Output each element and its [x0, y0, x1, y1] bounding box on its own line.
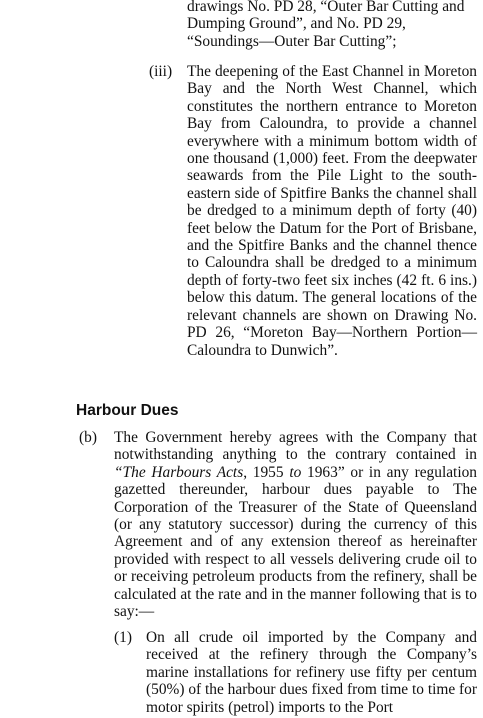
- clause-1-text: On all crude oil imported by the Company and received at the refinery through the Company’s marine installations for refinery use fifty per centum (50%) of the harbour dues fixed from time to time for motor spirits (petrol) imports to the Port: [146, 629, 477, 716]
- clause-b-text: [114, 429, 477, 620]
- clause-ii-line-3: “Soundings—Outer Bar Cutting”;: [187, 32, 397, 50]
- section-heading: Harbour Dues: [76, 402, 179, 419]
- clause-b-marker: (b): [79, 429, 97, 446]
- clause-iii-text: The deepening of the East Channel in Moreton Bay and the North West Channel, which constitutes the northern entrance to Moreton Bay from Caloundra, to provide a channel everywhere with a minimum bottom width of one thousand (1,000) feet. From the deepwater seawards from the Pile Light to the south-eastern side of Spitfire Banks the channel shall be dredged to a minimum depth of forty (40) feet below the Datum for the Port of Brisbane, and the Spitfire Banks and the channel thence to Caloundra shall be dredged to a minimum depth of forty-two feet six inches (42 ft. 6 ins.) below this datum. The general locations of the relevant channels are shown on Drawing No. PD 26, “Moreton Bay—Northern Portion—Caloundra to Dunwich”.: [187, 63, 477, 359]
- clause-ii-line-2: Dumping Ground”, and No. PD 29,: [187, 15, 406, 33]
- clause-b-act-to: to: [289, 463, 302, 481]
- clause-b-act-title: “The Harbours Acts: [114, 463, 244, 481]
- clause-b-text-part-3: 1963” or in any regulation gazetted thereunder, harbour dues payable to The Corporation of the Treasurer of the State of Queensland (or any statutory successor) during the currency of this Agreement and of any extension thereof as hereinafter provided with respect to all vessels delivering crude oil to or receiving petroleum products from the refinery, shall be calculated at the rate and in the manner following that is to say:—: [114, 463, 477, 621]
- clause-ii-continuation: [187, 0, 477, 50]
- clause-1-marker: (1): [114, 629, 132, 646]
- clause-ii-line-1: drawings No. PD 28, “Outer Bar Cutting and: [187, 0, 465, 15]
- clause-b-text-part-2: , 1955: [243, 463, 290, 481]
- clause-iii-marker: (iii): [149, 63, 173, 80]
- clause-b-text-part-1: The Government hereby agrees with the Company that notwithstanding anything to the contrary contained in: [114, 429, 477, 464]
